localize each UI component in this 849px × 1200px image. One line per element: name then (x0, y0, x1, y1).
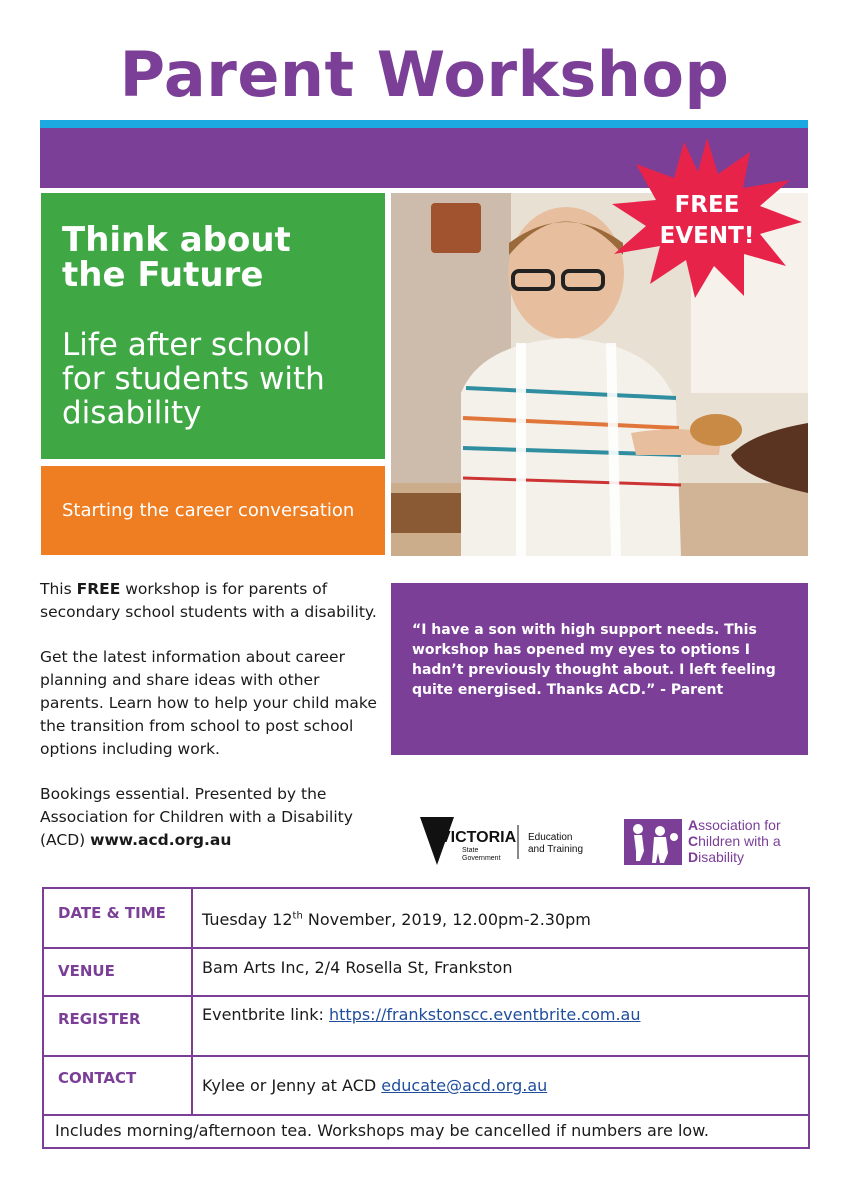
hero-subheading-line1: Life after school (62, 327, 311, 363)
date-value (202, 910, 591, 929)
contact-label: CONTACT (44, 1057, 193, 1114)
intro-paragraph-2: Get the latest information about career planning and share ideas with other parents. Learn how to help your child make the transition from school to post school options including work. (40, 648, 377, 758)
acd-logo-line3: Disability (688, 849, 745, 865)
intro-p1-bold: FREE (76, 580, 121, 598)
victoria-dept2: and Training (528, 844, 584, 855)
venue-value: Bam Arts Inc, 2/4 Rosella St, Frankston (202, 958, 513, 977)
venue-row (44, 949, 808, 997)
tagline-panel (41, 466, 385, 555)
intro-paragraph-3 (40, 783, 380, 852)
hero-heading-line1: Think about (62, 220, 291, 260)
register-value (202, 1005, 640, 1024)
victoria-wordmark: VICTORIA (440, 829, 517, 846)
badge-line1: FREE (674, 192, 740, 218)
acd-logo (622, 815, 812, 869)
intro-text (40, 578, 380, 852)
hero-subheading-line2: for students with (62, 361, 325, 397)
acd-logo-line1: Association for (688, 817, 781, 833)
testimonial-box (391, 583, 808, 755)
acd-website-link[interactable]: www.acd.org.au (90, 831, 232, 849)
blue-stripe (40, 120, 808, 128)
date-value-pre: Tuesday 12 (202, 910, 293, 929)
intro-paragraph-1 (40, 578, 380, 624)
details-footer-note: Includes morning/afternoon tea. Workshops may be cancelled if numbers are low. (55, 1121, 709, 1140)
hero-green-panel (41, 193, 385, 459)
victoria-dept1: Education (528, 832, 573, 843)
badge-line2: EVENT! (659, 223, 755, 249)
venue-label: VENUE (44, 949, 193, 995)
date-value-sup: th (292, 910, 303, 922)
acd-logo-line2: Children with a (688, 833, 781, 849)
eventbrite-link[interactable]: https://frankstonscc.eventbrite.com.au (329, 1005, 641, 1024)
date-label: DATE & TIME (44, 889, 193, 947)
free-event-badge (612, 190, 802, 252)
hero-subheading (62, 328, 365, 430)
hero-subheading-line3: disability (62, 395, 202, 431)
intro-p3-text: Bookings essential. Presented by the Association for Children with a Disability (ACD) (40, 785, 353, 849)
hero-heading (62, 220, 365, 295)
register-row (44, 997, 808, 1057)
victoria-state-government-logo (420, 815, 590, 867)
register-prefix: Eventbrite link: (202, 1005, 329, 1024)
contact-prefix: Kylee or Jenny at ACD (202, 1076, 382, 1095)
intro-p1-after: workshop is for parents of secondary school students with a disability. (40, 580, 377, 621)
testimonial-text: “I have a son with high support needs. This workshop has opened my eyes to options I hadn’t previously thought about. I left feeling quite energised. Thanks ACD.” - Parent (412, 622, 776, 698)
date-value-post: November, 2019, 12.00pm-2.30pm (302, 910, 591, 929)
contact-row (44, 1057, 808, 1116)
victoria-sub1: State (462, 847, 479, 854)
contact-email-link[interactable]: educate@acd.org.au (381, 1076, 548, 1095)
contact-value (202, 1076, 547, 1095)
page-title: Parent Workshop (119, 38, 730, 111)
register-label: REGISTER (44, 997, 193, 1055)
date-row (44, 889, 808, 949)
victoria-sub2: Government (462, 855, 501, 862)
event-details-table (42, 887, 810, 1149)
hero-heading-line2: the Future (62, 255, 264, 295)
tagline-text: Starting the career conversation (62, 500, 355, 521)
intro-p1-before: This (40, 580, 77, 598)
